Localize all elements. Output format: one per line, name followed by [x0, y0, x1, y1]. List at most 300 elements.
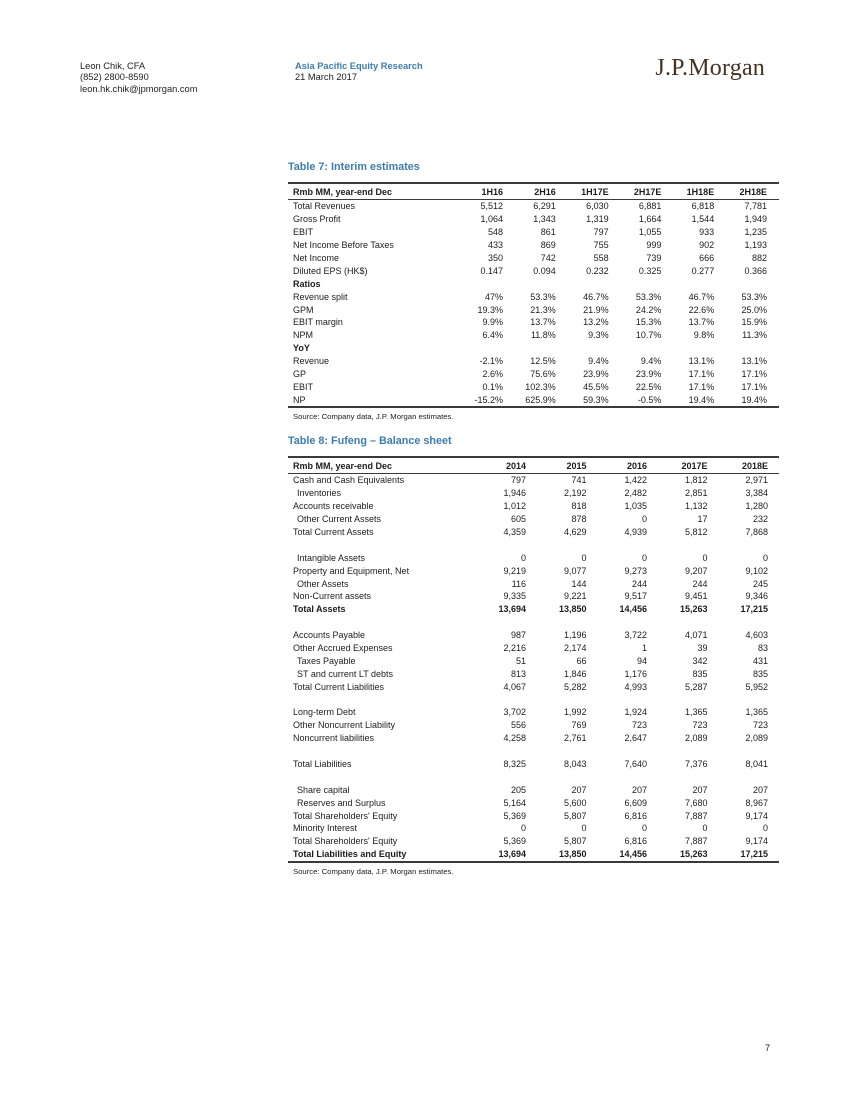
row-label: Total Liabilities: [293, 759, 352, 770]
cell-value: 8,043: [563, 759, 587, 770]
cell-value: 0: [762, 552, 768, 563]
row-label: Diluted EPS (HK$): [293, 265, 368, 276]
row-label: GPM: [293, 304, 314, 315]
row-label: Revenue split: [293, 291, 348, 302]
cell-value: 13,694: [498, 604, 526, 615]
row-label: Revenue: [293, 356, 330, 367]
cell-value: 205: [510, 784, 526, 795]
cell-value: 433: [487, 240, 504, 251]
cell-value: 2,761: [563, 733, 587, 744]
cell-value: 666: [699, 253, 715, 263]
cell-value: 1,846: [563, 668, 587, 679]
cell-value: 1,949: [744, 214, 767, 225]
cell-value: 46.7%: [583, 291, 609, 302]
table-row: [288, 822, 779, 835]
table-body: [288, 474, 779, 863]
cell-value: 741: [571, 475, 587, 486]
cell-value: 0.277: [691, 265, 715, 276]
cell-value: 9,335: [503, 591, 526, 602]
table-row: [288, 316, 779, 329]
cell-value: 5,164: [503, 797, 526, 808]
cell-value: 59.3%: [583, 394, 609, 405]
row-label: Taxes Payable: [297, 655, 356, 666]
cell-value: 6,291: [533, 201, 556, 212]
cell-value: 7,680: [684, 797, 708, 808]
row-label: Total Shareholders' Equity: [293, 836, 398, 847]
cell-value: 22.5%: [635, 381, 662, 392]
table-row: [288, 629, 779, 642]
row-label: Share capital: [297, 784, 350, 795]
table-row: [288, 329, 779, 342]
cell-value: 0.1%: [482, 381, 504, 392]
cell-value: 4,939: [624, 527, 647, 537]
cell-value: 5,512: [480, 201, 504, 212]
table-row: [288, 200, 779, 213]
cell-value: 7,376: [684, 759, 708, 770]
cell-value: 350: [487, 253, 504, 263]
table-8-title: Table 8: Fufeng – Balance sheet: [288, 435, 452, 447]
cell-value: 0: [520, 552, 526, 563]
column-header: 1H18E: [686, 186, 715, 197]
cell-value: 19.4%: [741, 394, 767, 405]
table-row: [288, 758, 779, 771]
cell-value: 1,055: [638, 227, 662, 238]
cell-value: 1,132: [684, 501, 708, 512]
table-row: [288, 603, 779, 616]
table-7-block: [288, 161, 779, 421]
row-label: YoY: [293, 343, 310, 354]
column-header: 2H16: [534, 186, 556, 197]
cell-value: 19.3%: [477, 304, 504, 315]
cell-value: 2,216: [503, 643, 526, 654]
cell-value: 8,041: [745, 759, 768, 770]
cell-value: 39: [697, 643, 708, 654]
row-label: Reserves and Surplus: [297, 797, 386, 808]
cell-value: 15,263: [679, 604, 708, 615]
cell-value: 9,077: [563, 565, 587, 576]
cell-value: 1,422: [624, 475, 647, 486]
cell-value: 818: [571, 501, 587, 512]
cell-value: 116: [511, 578, 526, 589]
row-label: Other Accrued Expenses: [293, 643, 393, 654]
cell-value: 17.1%: [688, 369, 715, 380]
table-7-title: Table 7: Interim estimates: [288, 161, 420, 173]
cell-value: 9,517: [624, 591, 647, 602]
cell-value: 1,176: [624, 668, 647, 679]
cell-value: 2,971: [745, 475, 768, 486]
cell-value: 999: [646, 240, 662, 251]
cell-value: 14,456: [619, 604, 647, 615]
cell-value: 15.9%: [741, 317, 767, 328]
row-label: Gross Profit: [293, 214, 341, 225]
cell-value: 9,221: [563, 591, 587, 602]
cell-value: 739: [646, 253, 662, 263]
row-label: Inventories: [297, 488, 342, 499]
column-header: 2H18E: [739, 186, 767, 197]
cell-value: 17.1%: [688, 381, 715, 392]
cell-value: 75.6%: [530, 369, 556, 380]
table-header-label: Rmb MM, year-end Dec: [293, 460, 393, 471]
table-row: [288, 564, 779, 577]
row-label: Ratios: [293, 278, 321, 289]
cell-value: 2,192: [563, 488, 587, 499]
cell-value: 1,664: [638, 214, 662, 225]
cell-value: 742: [540, 253, 556, 263]
table-row: [288, 719, 779, 732]
cell-value: 2,174: [563, 643, 587, 654]
cell-value: 1,365: [684, 707, 708, 718]
cell-value: 0: [520, 823, 526, 834]
cell-value: 2.6%: [482, 369, 504, 380]
cell-value: 53.3%: [741, 291, 767, 302]
cell-value: 933: [699, 227, 715, 238]
cell-value: 1,992: [563, 707, 587, 718]
table-8-source: Source: Company data, J.P. Morgan estimates.: [293, 866, 454, 876]
cell-value: 9.3%: [588, 330, 609, 341]
cell-value: -2.1%: [479, 356, 504, 367]
cell-value: 17,215: [740, 604, 768, 615]
page-number: 7: [764, 1043, 770, 1053]
row-label: Total Current Assets: [293, 527, 374, 537]
column-header: 2H17E: [633, 186, 662, 197]
cell-value: 882: [751, 253, 767, 263]
cell-value: 7,640: [624, 759, 647, 770]
cell-value: 2,089: [684, 733, 708, 744]
cell-value: 625.9%: [525, 394, 556, 405]
table-row: [288, 642, 779, 655]
cell-value: 17: [697, 514, 708, 525]
cell-value: 13.7%: [688, 317, 715, 328]
table-row: [288, 368, 779, 381]
cell-value: 45.5%: [583, 381, 609, 392]
cell-value: 0.094: [533, 265, 556, 276]
cell-value: 548: [487, 227, 504, 238]
cell-value: 0: [581, 823, 587, 834]
cell-value: 13.1%: [741, 356, 767, 367]
table-row: [288, 848, 779, 861]
column-header: 2018E: [741, 460, 768, 471]
cell-value: 1,365: [745, 707, 768, 718]
cell-value: 0: [641, 823, 647, 834]
table-row: [288, 290, 779, 303]
table-8-block: [288, 435, 779, 876]
cell-value: 4,258: [503, 733, 526, 744]
cell-value: 14,456: [619, 849, 647, 860]
cell-value: 1,012: [503, 501, 526, 512]
cell-value: 5,287: [684, 681, 708, 692]
cell-value: 1,193: [744, 240, 767, 251]
cell-value: 987: [510, 630, 526, 641]
table-row: [288, 783, 779, 796]
cell-value: 22.6%: [688, 304, 715, 315]
cell-value: 723: [631, 720, 647, 731]
cell-value: 1,812: [684, 475, 708, 486]
table-row: [288, 680, 779, 693]
cell-value: 7,887: [684, 810, 708, 821]
cell-value: 869: [540, 240, 556, 251]
cell-value: 797: [593, 227, 609, 238]
cell-value: 4,629: [563, 527, 587, 537]
table-row: [288, 577, 779, 590]
table-row: [288, 226, 779, 239]
column-header: 2017E: [681, 460, 708, 471]
table-row: [288, 706, 779, 719]
table-row: [288, 513, 779, 526]
cell-value: 9,174: [745, 810, 768, 821]
analyst-email: leon.hk.chik@jpmorgan.com: [80, 83, 198, 94]
cell-value: 9.8%: [693, 330, 715, 341]
row-label: Cash and Cash Equivalents: [293, 475, 405, 486]
cell-value: 861: [540, 227, 556, 238]
table-row: [288, 590, 779, 603]
cell-value: 46.7%: [688, 291, 715, 302]
column-header: 2014: [505, 460, 526, 471]
table-row: [288, 303, 779, 316]
table-row: [288, 809, 779, 822]
cell-value: 207: [571, 784, 587, 795]
cell-value: -0.5%: [637, 394, 662, 405]
table-header-label: Rmb MM, year-end Dec: [293, 186, 393, 197]
cell-value: 835: [752, 668, 768, 679]
cell-value: 2,647: [624, 733, 647, 744]
cell-value: 6,816: [624, 836, 647, 847]
cell-value: 53.3%: [530, 291, 556, 302]
cell-value: 21.9%: [583, 304, 609, 315]
cell-value: 6,030: [586, 201, 609, 212]
table-header-row: [288, 182, 779, 200]
analyst-block: [80, 61, 197, 95]
cell-value: 1,946: [503, 488, 526, 499]
cell-value: 4,359: [503, 527, 526, 537]
cell-value: 797: [510, 475, 526, 486]
cell-value: 558: [593, 253, 609, 263]
cell-value: 0: [641, 552, 647, 563]
cell-value: 769: [571, 720, 587, 731]
row-label: EBIT margin: [293, 317, 343, 328]
cell-value: 3,702: [503, 707, 526, 718]
table-row: [288, 264, 779, 277]
cell-value: 431: [752, 655, 768, 666]
cell-value: 605: [510, 514, 526, 525]
cell-value: 244: [692, 578, 708, 589]
table-header-row: [288, 456, 779, 474]
table-row: [288, 526, 779, 539]
row-label: Other Assets: [297, 578, 349, 589]
cell-value: 17.1%: [741, 369, 767, 380]
table-row: [288, 667, 779, 680]
cell-value: 7,868: [745, 527, 768, 537]
table-row: [288, 500, 779, 513]
cell-value: 902: [699, 240, 715, 251]
row-label: NP: [293, 394, 306, 405]
cell-value: 9.9%: [482, 317, 504, 328]
cell-value: 5,807: [563, 836, 587, 847]
cell-value: 7,781: [744, 201, 767, 212]
cell-value: 13.7%: [530, 317, 556, 328]
row-label: GP: [293, 369, 307, 380]
cell-value: 4,993: [624, 681, 647, 692]
table-row-blank: [288, 616, 779, 629]
row-label: Intangible Assets: [297, 552, 366, 563]
cell-value: 3,384: [745, 488, 768, 499]
cell-value: 15.3%: [635, 317, 662, 328]
report-header: [295, 61, 423, 84]
cell-value: 232: [752, 514, 768, 525]
cell-value: 8,325: [503, 759, 526, 770]
cell-value: 13.1%: [688, 356, 715, 367]
cell-value: 6,881: [638, 201, 662, 212]
cell-value: 207: [752, 784, 768, 795]
cell-value: 94: [636, 655, 647, 666]
cell-value: 13,850: [558, 604, 587, 615]
row-label: NPM: [293, 330, 313, 341]
table-row: [288, 551, 779, 564]
cell-value: 15,263: [679, 849, 708, 860]
row-label: EBIT: [293, 227, 314, 238]
cell-value: 1,064: [480, 214, 504, 225]
cell-value: 144: [571, 578, 587, 589]
cell-value: 2,482: [624, 488, 647, 499]
analyst-phone: (852) 2800-8590: [80, 72, 149, 83]
table-row: [288, 380, 779, 393]
cell-value: 0: [641, 514, 647, 525]
table-row: [288, 732, 779, 745]
column-header: 1H17E: [581, 186, 609, 197]
row-label: Net Income Before Taxes: [293, 240, 394, 251]
cell-value: 9,102: [745, 565, 768, 576]
cell-value: -15.2%: [474, 394, 504, 405]
cell-value: 24.2%: [635, 304, 662, 315]
cell-value: 723: [692, 720, 708, 731]
cell-value: 102.3%: [525, 381, 556, 392]
cell-value: 51: [515, 655, 526, 666]
row-label: Total Assets: [293, 604, 346, 615]
cell-value: 5,952: [745, 681, 768, 692]
cell-value: 5,282: [563, 681, 587, 692]
cell-value: 0: [581, 552, 587, 563]
cell-value: 10.7%: [635, 330, 662, 341]
cell-value: 53.3%: [635, 291, 662, 302]
cell-value: 4,067: [503, 681, 526, 692]
row-label: Noncurrent liabilities: [293, 733, 375, 744]
cell-value: 1,343: [533, 214, 556, 225]
cell-value: 2,851: [684, 488, 708, 499]
cell-value: 13,850: [558, 849, 587, 860]
cell-value: 0.366: [744, 265, 767, 276]
cell-value: 835: [692, 668, 708, 679]
row-label: Property and Equipment, Net: [293, 565, 410, 576]
analyst-name: Leon Chik, CFA: [80, 61, 146, 71]
cell-value: 1,235: [744, 227, 767, 238]
column-header: 1H16: [481, 186, 504, 197]
cell-value: 19.4%: [688, 394, 715, 405]
cell-value: 244: [631, 578, 647, 589]
cell-value: 2,089: [745, 733, 768, 744]
cell-value: 556: [510, 720, 526, 731]
cell-value: 17,215: [740, 849, 768, 860]
cell-value: 207: [631, 784, 647, 795]
row-label: ST and current LT debts: [297, 668, 394, 679]
cell-value: 5,369: [503, 810, 526, 821]
cell-value: 0.325: [638, 265, 662, 276]
cell-value: 0.147: [480, 265, 504, 276]
cell-value: 1,196: [563, 630, 587, 641]
cell-value: 9,451: [684, 591, 708, 602]
cell-value: 4,071: [684, 630, 708, 641]
table-row: [288, 213, 779, 226]
cell-value: 47%: [485, 291, 504, 302]
row-label: Other Noncurrent Liability: [293, 720, 396, 731]
column-header: 2015: [566, 460, 587, 471]
cell-value: 1,924: [624, 707, 647, 718]
cell-value: 245: [752, 578, 768, 589]
cell-value: 207: [692, 784, 708, 795]
cell-value: 25.0%: [741, 304, 767, 315]
jpmorgan-logo: J.P.Morgan: [655, 55, 765, 81]
table-row-blank: [288, 770, 779, 783]
cell-value: 1,035: [624, 501, 647, 512]
cell-value: 6,609: [624, 797, 647, 808]
table-row-blank: [288, 745, 779, 758]
cell-value: 4,603: [745, 630, 768, 641]
row-label: Net Income: [293, 253, 340, 263]
cell-value: 11.3%: [742, 330, 767, 341]
row-label: Accounts Payable: [293, 630, 366, 641]
cell-value: 17.1%: [741, 381, 767, 392]
cell-value: 83: [757, 643, 768, 654]
table-row: [288, 474, 779, 487]
cell-value: 13.2%: [583, 317, 609, 328]
cell-value: 5,369: [503, 836, 526, 847]
cell-value: 11.8%: [530, 330, 556, 341]
cell-value: 813: [510, 668, 526, 679]
cell-value: 9.4%: [640, 356, 662, 367]
cell-value: 723: [752, 720, 768, 731]
cell-value: 66: [576, 655, 587, 666]
cell-value: 6,818: [691, 201, 715, 212]
table-row: [288, 239, 779, 252]
table-8: [288, 456, 779, 863]
table-body: [288, 200, 779, 408]
row-label: Minority Interest: [293, 823, 358, 834]
row-label: Accounts receivable: [293, 501, 374, 512]
cell-value: 9,207: [684, 565, 708, 576]
row-label: Total Current Liabilities: [293, 681, 385, 692]
table-row: [288, 252, 779, 265]
table-row: [288, 487, 779, 500]
column-header: 2016: [626, 460, 647, 471]
cell-value: 9.4%: [588, 356, 609, 367]
cell-value: 6.4%: [482, 330, 504, 341]
row-label: Total Revenues: [293, 201, 356, 212]
table-row-blank: [288, 693, 779, 706]
cell-value: 8,967: [745, 797, 768, 808]
cell-value: 7,887: [684, 836, 708, 847]
cell-value: 12.5%: [530, 356, 556, 367]
table-7-source: Source: Company data, J.P. Morgan estimates.: [293, 412, 454, 422]
cell-value: 9,346: [745, 591, 768, 602]
cell-value: 0: [702, 823, 708, 834]
table-7: [288, 182, 779, 408]
cell-value: 0: [762, 823, 768, 834]
table-row: [288, 277, 779, 290]
cell-value: 755: [593, 240, 609, 251]
cell-value: 1,544: [691, 214, 715, 225]
row-label: Long-term Debt: [293, 707, 356, 718]
row-label: Non-Current assets: [293, 591, 372, 602]
cell-value: 13,694: [498, 849, 526, 860]
cell-value: 5,807: [563, 810, 587, 821]
